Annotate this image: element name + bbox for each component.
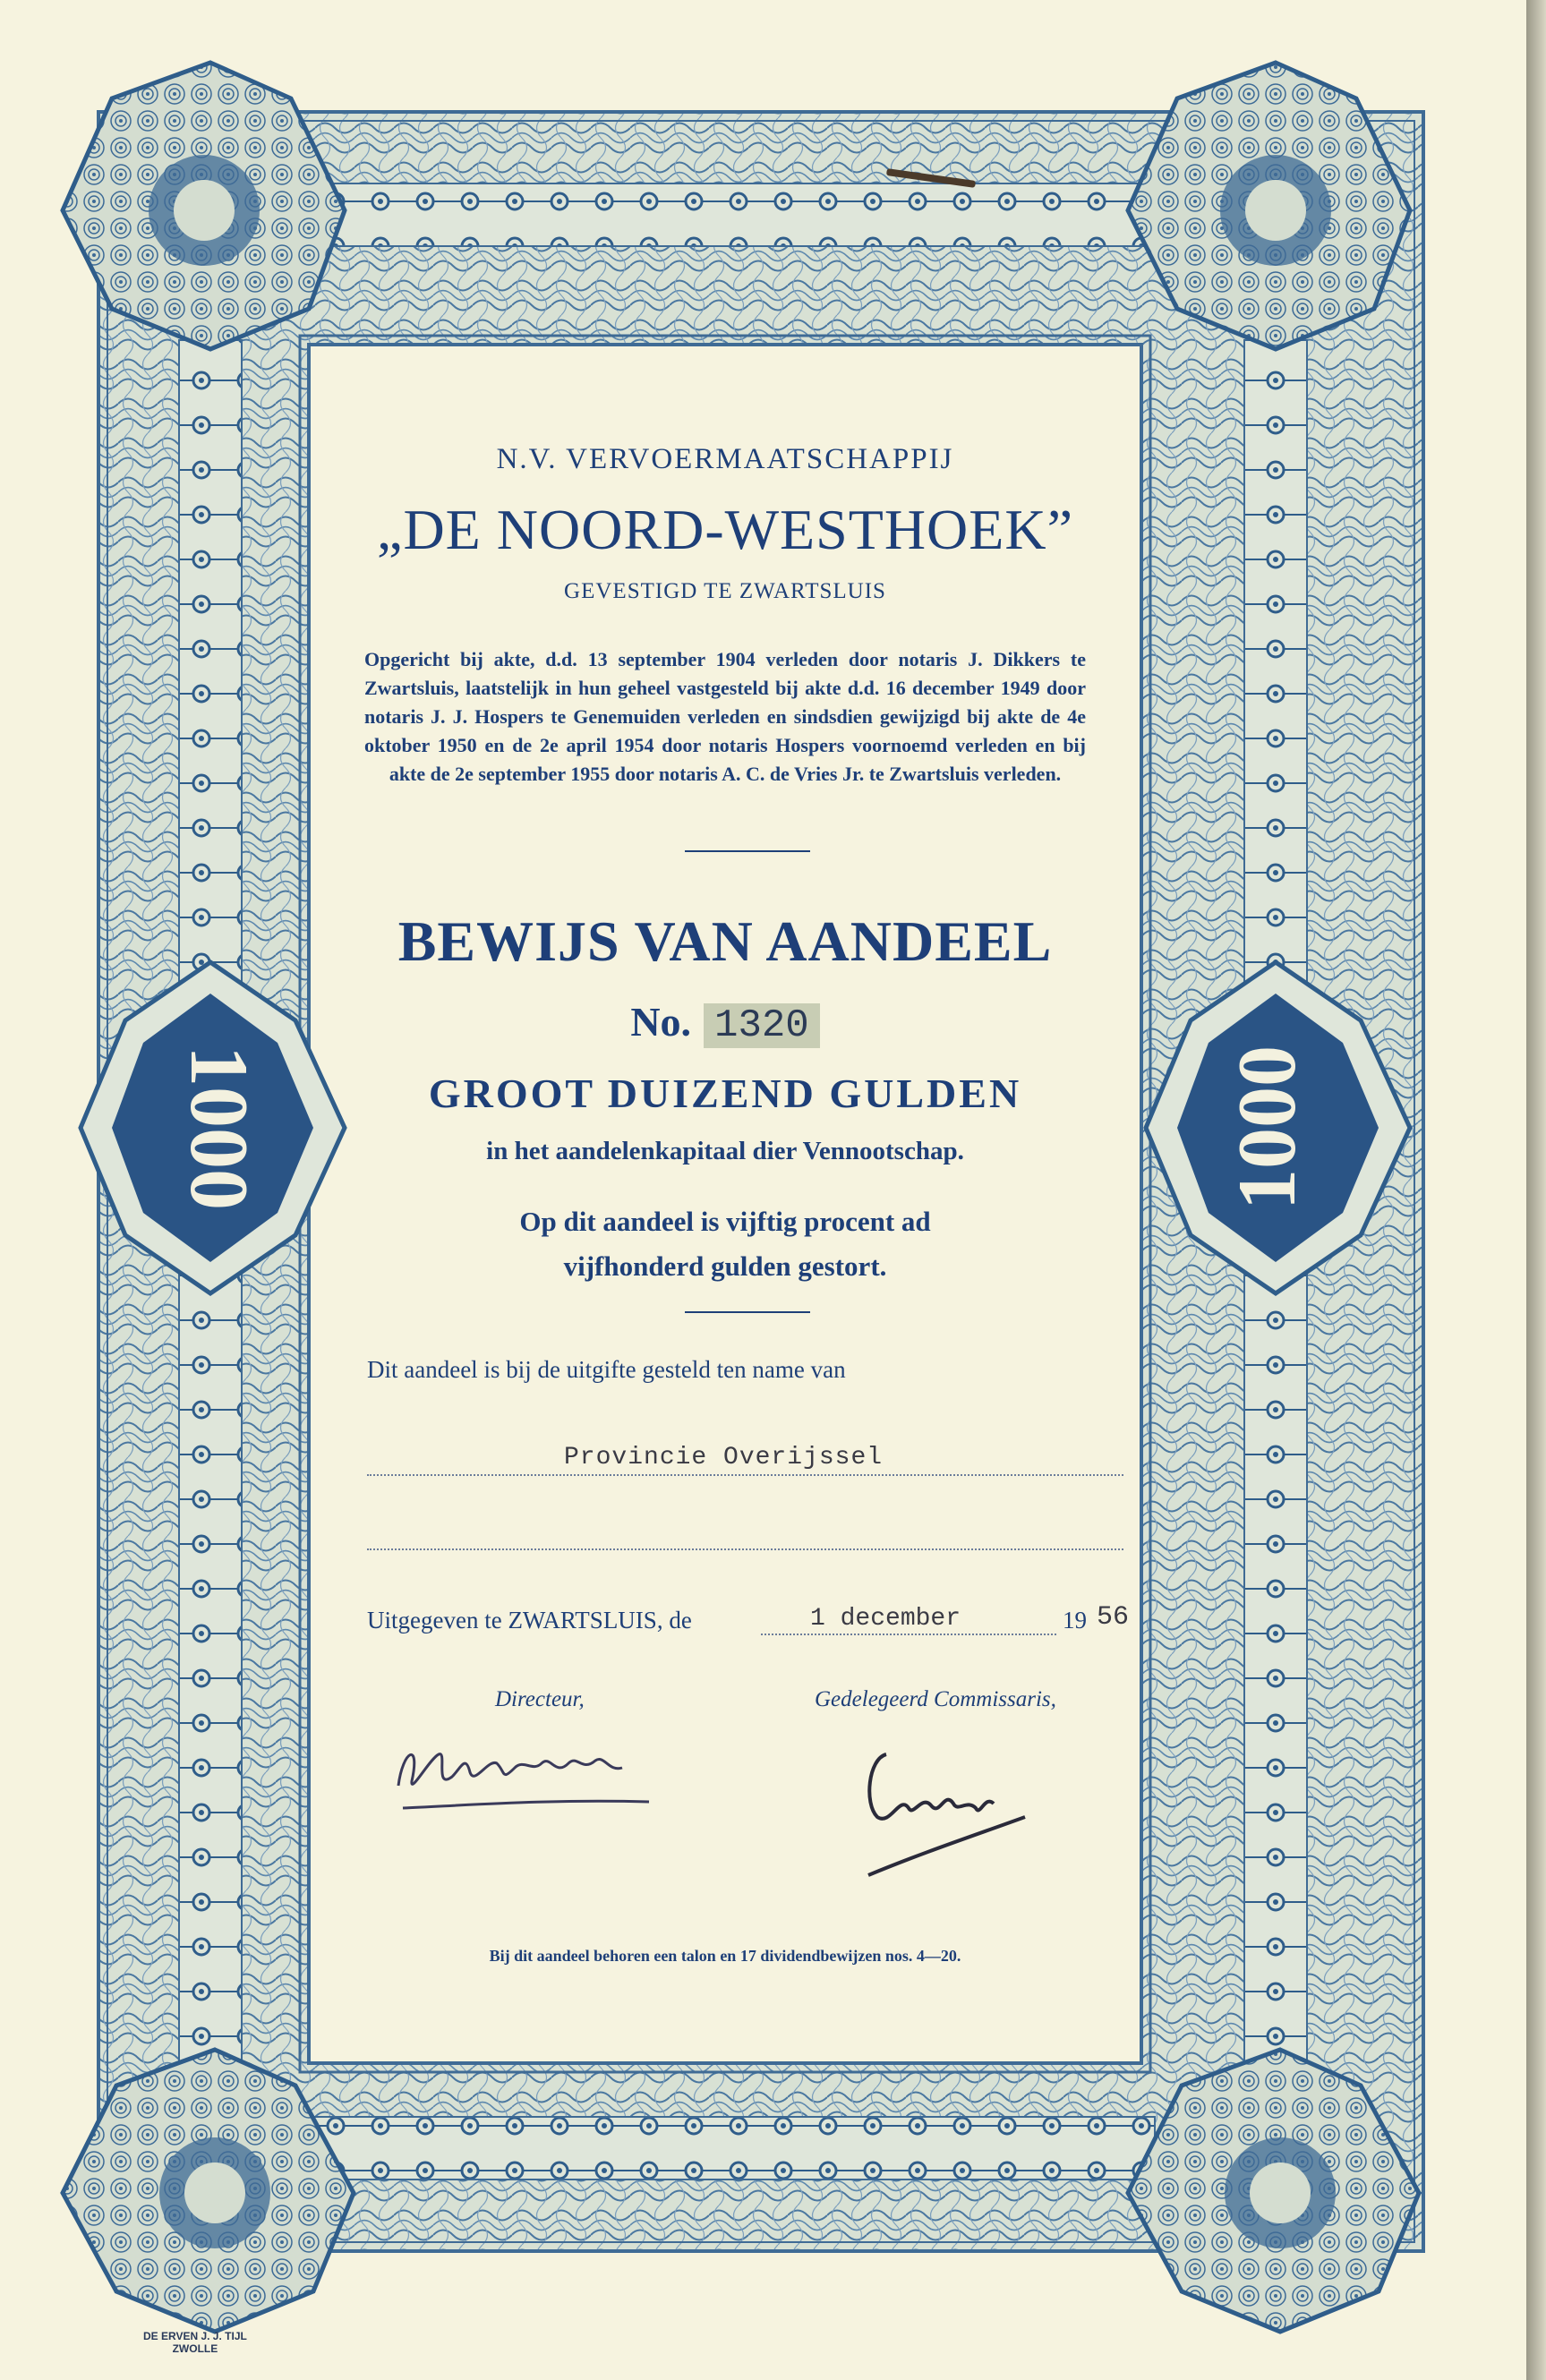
- divider-bottom: [685, 1311, 810, 1313]
- company-seat: GEVESTIGD TE ZWARTSLUIS: [564, 579, 886, 603]
- paid-line-2: vijfhonderd gulden gestort.: [563, 1250, 887, 1282]
- denomination-text-right: 1000: [1221, 1045, 1313, 1210]
- holder-line-2: [367, 1548, 1123, 1550]
- issued-text: Uitgegeven te ZWARTSLUIS, de: [367, 1607, 692, 1634]
- printer-city: ZWOLLE: [172, 2342, 218, 2355]
- issued-year-prefix: 19: [1063, 1607, 1087, 1634]
- signature-commissioner: [850, 1741, 1029, 1884]
- signer-commissioner-label: Gedelegeerd Commissaris,: [815, 1687, 1056, 1711]
- paper-edge: [1526, 0, 1546, 2380]
- denomination-text-left: 1000: [173, 1045, 265, 1210]
- footer-note: Bij dit aandeel behoren een talon en 17 dividendbewijzen nos. 4—20.: [489, 1947, 961, 1965]
- issued-day-line: [761, 1634, 1056, 1635]
- issued-day: 1 december: [810, 1605, 961, 1633]
- printer-name: DE ERVEN J. J. TIJL: [143, 2330, 247, 2342]
- holder-name: Provincie Overijssel: [564, 1444, 884, 1472]
- paid-line-1: Op dit aandeel is vijftig procent ad: [519, 1206, 931, 1237]
- holder-line-1: [367, 1474, 1123, 1476]
- number-label: No.: [630, 999, 692, 1045]
- paid-text: [309, 1199, 1141, 1289]
- share-amount: GROOT DUIZEND GULDEN: [428, 1071, 1022, 1116]
- capital-text: in het aandelenkapitaal dier Vennootschap.: [486, 1137, 964, 1165]
- divider-top: [685, 850, 810, 852]
- founding-text: Opgericht bij akte, d.d. 13 september 1904 verleden door notaris J. Dikkers te Zwartsluis, laatstelijk in hun geheel vastgesteld bij akte d.d. 16 december 1949 door notaris J. J. Hospers te Genemuiden verleden en sindsdien gewijzigd bij akte de 4e oktober 1950 en de 2e april 1954 door notaris Hospers voornoemd verleden en bij akte de 2e september 1955 door notaris A. C. de Vries Jr. te Zwartsluis verleden.: [364, 648, 1086, 785]
- certificate-number-row: [309, 998, 1141, 1048]
- certificate-body: [309, 345, 1141, 2063]
- signature-director: [385, 1723, 653, 1821]
- company-name: „DE NOORD-WESTHOEK”: [377, 498, 1073, 561]
- signer-director-label: Directeur,: [495, 1687, 585, 1711]
- company-type: N.V. VERVOERMAATSCHAPPIJ: [496, 443, 954, 475]
- issued-year: 56: [1097, 1602, 1130, 1633]
- certificate-number: 1320: [704, 1003, 820, 1048]
- printer-imprint: [143, 2330, 247, 2355]
- certificate-title: BEWIJS VAN AANDEEL: [397, 909, 1053, 973]
- holder-intro: Dit aandeel is bij de uitgifte gesteld ten name van: [367, 1356, 846, 1383]
